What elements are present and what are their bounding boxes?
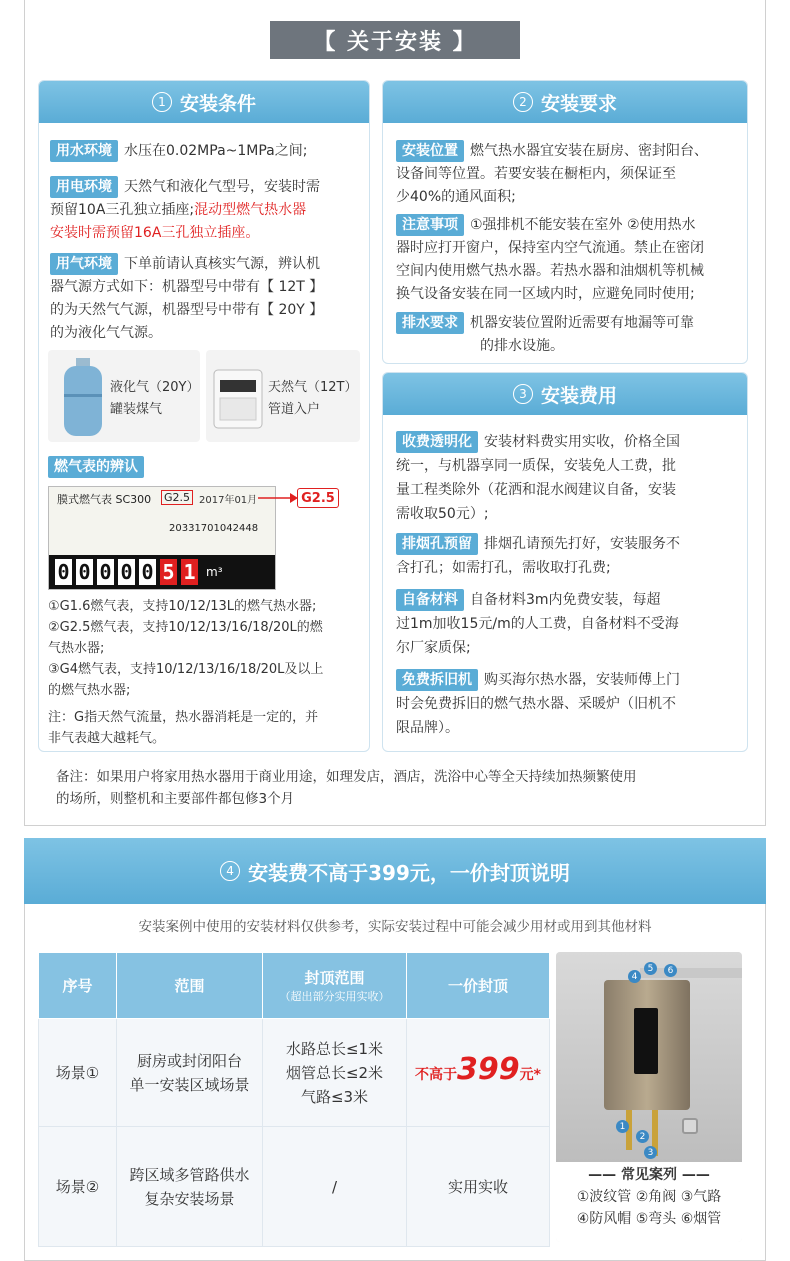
section4-title: 安装费不高于399元，一价封顶说明 <box>248 860 570 885</box>
attention-text-3: 空间内使用燃气热水器。若热水器和油烟机等机械 <box>396 263 704 279</box>
ng-box <box>206 350 360 442</box>
power-text-1: 天然气和液化气型号，安装时需 <box>124 179 320 195</box>
material-text-2: 过1m加收15元/m的人工费，自备材料不受海 <box>396 616 679 632</box>
r1-cap-2: 烟管总长≤2米 <box>285 1063 384 1082</box>
r1-price-pre: 不高于 <box>415 1067 458 1083</box>
r1-cap <box>263 1019 407 1127</box>
card-title: 安装费用 <box>540 384 617 407</box>
page-title: 【 关于安装 】 <box>270 21 520 59</box>
note-3a: ③G4燃气表，支持10/12/13/16/18/20L及以上 <box>48 662 324 677</box>
ng-label-1: 天然气（12T） <box>268 380 358 395</box>
meter-digit: 0 <box>118 559 135 585</box>
note-3b: 的燃气热水器; <box>48 683 131 698</box>
attention <box>396 214 746 306</box>
table-header-row <box>39 953 550 1019</box>
meter-digit: 5 <box>160 559 177 585</box>
water-tag: 用水环境 <box>50 140 118 162</box>
price-table <box>38 952 550 1247</box>
vent-text-2: 含打孔；如需打孔，需收取打孔费; <box>396 560 611 576</box>
r1-scope-2: 单一安装区域场景 <box>129 1075 250 1094</box>
meter-digit: 0 <box>97 559 114 585</box>
gas-text-4: 的为液化气气源。 <box>50 325 162 341</box>
cases-row-1: ①波纹管 ②角阀 ③气路 <box>576 1189 722 1205</box>
meter-date: 2017年01月 <box>199 495 258 506</box>
fee-text-2: 统一，与机器享同一质保，安装免人工费，批 <box>396 458 676 474</box>
cases-title: —— 常见案列 —— <box>588 1167 710 1183</box>
note-1: ①G1.6燃气表，支持10/12/13L的燃气热水器; <box>48 599 317 614</box>
install-case-photo <box>556 952 742 1242</box>
number-badge: 3 <box>513 384 533 404</box>
meter-digit: 0 <box>139 559 156 585</box>
table-row <box>39 1127 550 1247</box>
gas-tag: 用气环境 <box>50 253 118 275</box>
r1-scope <box>117 1019 263 1127</box>
meter-model: G2.5 <box>161 490 193 505</box>
fee-transparent-tag: 收费透明化 <box>396 431 478 453</box>
fee-text-3: 量工程类除外（花洒和混水阀建议自备，安装 <box>396 482 676 498</box>
gas-env <box>50 253 368 345</box>
position-text-3: 少40%的通风面积; <box>396 189 516 205</box>
r1-price-num: 399 <box>457 1052 520 1087</box>
r2-price: 实用实收 <box>407 1127 550 1247</box>
common-cases <box>556 1162 742 1242</box>
gas-cylinder-icon <box>58 354 108 442</box>
section4-subtitle: 安装案例中使用的安装材料仅供参考，实际安装过程中可能会减少用材或用到其他材料 <box>138 919 652 935</box>
fee-own-material <box>396 588 746 660</box>
vent-text-1: 排烟孔请预先打好，安装服务不 <box>484 536 680 552</box>
attention-text-1: ①强排机不能安装在室外 ②使用热水 <box>470 217 696 233</box>
cases-row-2: ④防风帽 ⑤弯头 ⑥烟管 <box>576 1211 722 1227</box>
r2-scope-1: 跨区域多管路供水 <box>129 1165 250 1184</box>
meter-photo <box>48 486 276 590</box>
own-material-tag: 自备材料 <box>396 589 464 611</box>
case-badge: 6 <box>664 964 677 977</box>
meter-digits <box>49 555 275 589</box>
remark-line-1: 备注：如果用户将家用热水器用于商业用途，如理发店，酒店，洗浴中心等全天持续加热频繁使用 <box>56 769 637 785</box>
drainage-text-2: 的排水设施。 <box>480 338 564 354</box>
card-header <box>39 81 369 123</box>
attention-text-4: 换气设备安装在同一区域内时，应避免同时使用; <box>396 286 695 302</box>
r2-cap: / <box>263 1127 407 1247</box>
r1-price-post: 元* <box>519 1067 541 1083</box>
th-cap-title: 封顶范围 <box>304 969 365 987</box>
material-text-3: 尔厂家质保; <box>396 640 471 656</box>
fee-remove-old <box>396 668 746 740</box>
card-header <box>383 81 747 123</box>
lpg-label-1: 液化气（20Y） <box>110 380 200 395</box>
power-red-2: 安装时需预留16A三孔独立插座。 <box>50 225 260 241</box>
case-badge: 3 <box>644 1146 657 1159</box>
note-4b: 非气表越大越耗气。 <box>48 731 166 746</box>
remove-text-3: 限品牌）。 <box>396 720 459 736</box>
power-red-1: 混动型燃气热水器 <box>194 202 307 218</box>
meter-digit: 1 <box>181 559 198 585</box>
card-title: 安装要求 <box>540 92 617 115</box>
water-heater-illustration <box>604 980 690 1110</box>
r1-cap-3: 气路≤3米 <box>300 1087 369 1106</box>
water-text: 水压在0.02MPa~1MPa之间; <box>124 143 308 159</box>
arrow-icon <box>258 492 298 504</box>
table-row <box>39 1019 550 1127</box>
number-badge: 2 <box>513 92 533 112</box>
remove-text-1: 购买海尔热水器，安装师傅上门 <box>484 672 680 688</box>
gas-text-2: 器气源方式如下：机器型号中带有【 12T 】 <box>50 279 324 295</box>
water-env <box>50 140 366 163</box>
meter-tag: 燃气表的辨认 <box>48 456 144 478</box>
r1-price <box>407 1019 550 1127</box>
g25-callout: G2.5 <box>297 488 339 508</box>
gas-meter-icon <box>210 360 266 440</box>
r1-scope-1: 厨房或封闭阳台 <box>136 1051 242 1070</box>
material-text-1: 自备材料3m内免费安装，每超 <box>470 592 661 608</box>
power-text-2: 预留10A三孔独立插座; <box>50 202 195 218</box>
r2-no: 场景② <box>39 1127 117 1247</box>
case-badge: 4 <box>628 970 641 983</box>
remark-line-2: 的场所，则整机和主要部件都包修3个月 <box>56 791 295 807</box>
th-price: 一价封顶 <box>407 953 550 1019</box>
gas-text-3: 的为天然气气源，机器型号中带有【 20Y 】 <box>50 302 324 318</box>
th-no: 序号 <box>39 953 117 1019</box>
ng-label-2: 管道入户 <box>268 402 321 417</box>
card-title: 安装条件 <box>179 92 256 115</box>
fee-text-1: 安装材料费实用实收，价格全国 <box>484 434 680 450</box>
note-4a: 注：G指天然气流量，热水器消耗是一定的，并 <box>48 710 319 725</box>
remove-old-tag: 免费拆旧机 <box>396 669 478 691</box>
remark <box>56 766 756 810</box>
number-badge: 4 <box>220 861 240 881</box>
lpg-box <box>48 350 200 442</box>
number-badge: 1 <box>152 92 172 112</box>
remove-text-2: 时会免费拆旧的燃气热水器、采暖炉（旧机不 <box>396 696 676 712</box>
gas-text-1: 下单前请认真核实气源，辨认机 <box>124 256 320 272</box>
case-badge: 1 <box>616 1120 629 1133</box>
meter-serial: 20331701042448 <box>169 523 259 534</box>
install-position <box>396 140 746 209</box>
r1-cap-1: 水路总长≤1米 <box>285 1039 384 1058</box>
fee-vent-hole <box>396 532 746 580</box>
fee-transparent <box>396 430 746 526</box>
r1-no: 场景① <box>39 1019 117 1127</box>
drainage-tag: 排水要求 <box>396 312 464 334</box>
position-tag: 安装位置 <box>396 140 464 162</box>
th-cap <box>263 953 407 1019</box>
drainage <box>396 312 746 358</box>
note-2b: 气热水器; <box>48 641 105 656</box>
meter-notes <box>48 596 370 749</box>
drainage-text-1: 机器安装位置附近需要有地漏等可靠 <box>470 315 694 331</box>
meter-digit: 0 <box>76 559 93 585</box>
vent-hole-tag: 排烟孔预留 <box>396 533 478 555</box>
meter-title: 膜式燃气表 SC300 <box>57 493 152 506</box>
attention-tag: 注意事项 <box>396 214 464 236</box>
section4-header <box>24 838 766 904</box>
case-badge: 2 <box>636 1130 649 1143</box>
position-text-1: 燃气热水器宜安装在厨房、密封阳台、 <box>470 143 708 159</box>
lpg-label-2: 罐装煤气 <box>110 402 163 417</box>
power-env <box>50 176 368 245</box>
power-tag: 用电环境 <box>50 176 118 198</box>
meter-section <box>48 456 150 479</box>
socket <box>682 1118 698 1134</box>
meter-unit: m³ <box>206 565 223 579</box>
r2-scope-2: 复杂安装场景 <box>144 1189 235 1208</box>
fee-text-4: 需收取50元）; <box>396 506 489 522</box>
card-header <box>383 373 747 415</box>
r2-scope <box>117 1127 263 1247</box>
th-scope: 范围 <box>117 953 263 1019</box>
meter-digit: 0 <box>55 559 72 585</box>
heater-panel <box>634 1008 658 1074</box>
attention-text-2: 器时应打开窗户，保持室内空气流通。禁止在密闭 <box>396 240 704 256</box>
th-cap-sub: （超出部分实用实收） <box>279 990 390 1003</box>
position-text-2: 设备间等位置。若要安装在橱柜内，须保证至 <box>396 166 676 182</box>
case-badge: 5 <box>644 962 657 975</box>
note-2a: ②G2.5燃气表，支持10/12/13/16/18/20L的燃 <box>48 620 323 635</box>
